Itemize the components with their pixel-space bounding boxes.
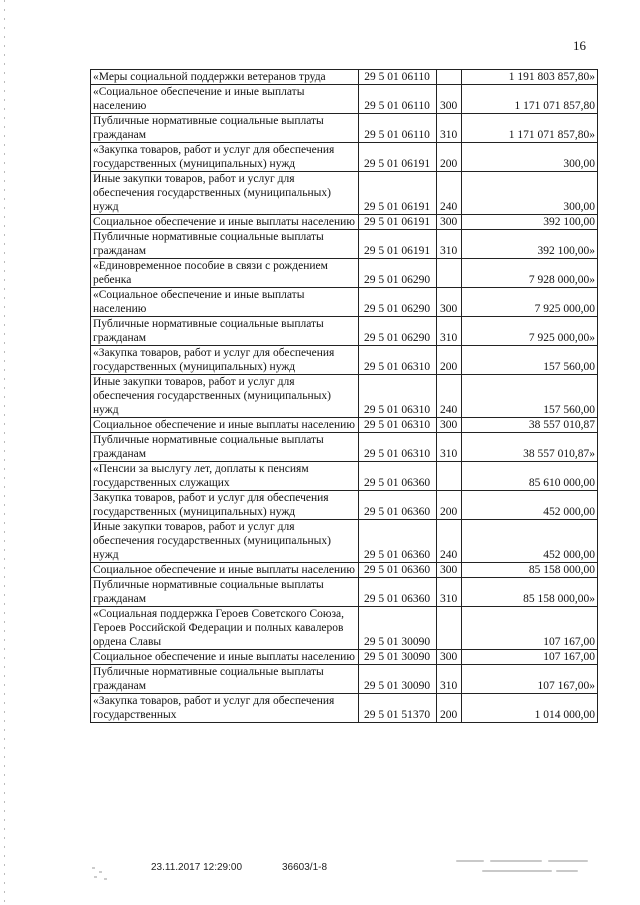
row-code-cell: 29 5 01 06191 <box>358 215 436 230</box>
row-code-cell: 29 5 01 06360 <box>358 563 436 578</box>
row-vr-cell: 240 <box>436 520 461 563</box>
row-code-cell: 29 5 01 06360 <box>358 520 436 563</box>
row-name-cell: Закупка товаров, работ и услуг для обеспечения государственных (муниципальных) нужд <box>91 491 359 520</box>
row-code-cell: 29 5 01 51370 <box>358 694 436 723</box>
row-vr-cell: 300 <box>436 650 461 665</box>
row-name-cell: Публичные нормативные социальные выплаты гражданам <box>91 578 359 607</box>
row-vr-cell: 240 <box>436 172 461 215</box>
table-row <box>91 346 598 375</box>
row-code-cell: 29 5 01 06310 <box>358 375 436 418</box>
table-row <box>91 563 598 578</box>
row-vr-cell: 300 <box>436 418 461 433</box>
budget-table <box>90 69 598 723</box>
faded-stamp <box>452 856 602 882</box>
table-row <box>91 665 598 694</box>
row-vr-cell: 200 <box>436 694 461 723</box>
table-row <box>91 114 598 143</box>
row-name-cell: Публичные нормативные социальные выплаты гражданам <box>91 665 359 694</box>
row-sum-cell: 38 557 010,87 <box>461 418 597 433</box>
row-sum-cell: 452 000,00 <box>461 491 597 520</box>
row-vr-cell <box>436 259 461 288</box>
row-vr-cell: 200 <box>436 491 461 520</box>
table-row <box>91 418 598 433</box>
row-code-cell: 29 5 01 06310 <box>358 346 436 375</box>
row-vr-cell: 200 <box>436 143 461 172</box>
row-code-cell: 29 5 01 06360 <box>358 491 436 520</box>
row-code-cell: 29 5 01 30090 <box>358 650 436 665</box>
row-name-cell: «Единовременное пособие в связи с рождением ребенка <box>91 259 359 288</box>
row-sum-cell: 392 100,00 <box>461 215 597 230</box>
row-code-cell: 29 5 01 06290 <box>358 288 436 317</box>
table-row <box>91 230 598 259</box>
row-name-cell: Публичные нормативные социальные выплаты гражданам <box>91 433 359 462</box>
row-name-cell: Публичные нормативные социальные выплаты гражданам <box>91 317 359 346</box>
row-sum-cell: 1 171 071 857,80 <box>461 85 597 114</box>
row-sum-cell: 85 158 000,00 <box>461 563 597 578</box>
row-code-cell: 29 5 01 06191 <box>358 230 436 259</box>
row-sum-cell: 1 171 071 857,80» <box>461 114 597 143</box>
row-name-cell: Публичные нормативные социальные выплаты гражданам <box>91 114 359 143</box>
row-name-cell: «Закупка товаров, работ и услуг для обеспечения государственных (муниципальных) нужд <box>91 143 359 172</box>
row-code-cell: 29 5 01 06110 <box>358 70 436 85</box>
table-row <box>91 694 598 723</box>
row-name-cell: Публичные нормативные социальные выплаты гражданам <box>91 230 359 259</box>
row-code-cell: 29 5 01 30090 <box>358 607 436 650</box>
row-sum-cell: 107 167,00 <box>461 650 597 665</box>
row-name-cell: Иные закупки товаров, работ и услуг для обеспечения государственных (муниципальных) нужд <box>91 375 359 418</box>
row-name-cell: Социальное обеспечение и иные выплаты населению <box>91 563 359 578</box>
row-name-cell: «Социальное обеспечение и иные выплаты населению <box>91 85 359 114</box>
row-sum-cell: 7 925 000,00» <box>461 317 597 346</box>
row-name-cell: Социальное обеспечение и иные выплаты населению <box>91 650 359 665</box>
row-sum-cell: 107 167,00 <box>461 607 597 650</box>
row-code-cell: 29 5 01 06290 <box>358 259 436 288</box>
footer-doc-number: 36603/1-8 <box>282 862 328 873</box>
row-vr-cell: 300 <box>436 215 461 230</box>
row-vr-cell <box>436 462 461 491</box>
row-sum-cell: 300,00 <box>461 143 597 172</box>
page-number: 16 <box>573 38 586 53</box>
row-vr-cell: 310 <box>436 317 461 346</box>
row-sum-cell: 1 014 000,00 <box>461 694 597 723</box>
row-code-cell: 29 5 01 06290 <box>358 317 436 346</box>
table-row <box>91 491 598 520</box>
row-code-cell: 29 5 01 06110 <box>358 85 436 114</box>
footer-datetime: 23.11.2017 12:29:00 <box>151 862 243 873</box>
table-row <box>91 317 598 346</box>
table-row <box>91 462 598 491</box>
row-name-cell: «Социальное обеспечение и иные выплаты населению <box>91 288 359 317</box>
row-code-cell: 29 5 01 06360 <box>358 578 436 607</box>
row-vr-cell <box>436 70 461 85</box>
row-sum-cell: 300,00 <box>461 172 597 215</box>
budget-table-body <box>91 70 598 723</box>
row-sum-cell: 452 000,00 <box>461 520 597 563</box>
row-sum-cell: 1 191 803 857,80» <box>461 70 597 85</box>
row-name-cell: Социальное обеспечение и иные выплаты населению <box>91 418 359 433</box>
table-row <box>91 259 598 288</box>
row-code-cell: 29 5 01 06310 <box>358 433 436 462</box>
row-vr-cell: 300 <box>436 288 461 317</box>
table-row <box>91 288 598 317</box>
row-vr-cell: 310 <box>436 665 461 694</box>
row-vr-cell: 310 <box>436 578 461 607</box>
table-row <box>91 607 598 650</box>
row-name-cell: «Пенсии за выслугу лет, доплаты к пенсиям государственных служащих <box>91 462 359 491</box>
table-row <box>91 70 598 85</box>
row-code-cell: 29 5 01 06191 <box>358 172 436 215</box>
row-name-cell: «Закупка товаров, работ и услуг для обеспечения государственных <box>91 694 359 723</box>
row-code-cell: 29 5 01 06360 <box>358 462 436 491</box>
row-vr-cell: 200 <box>436 346 461 375</box>
row-vr-cell: 300 <box>436 563 461 578</box>
table-row <box>91 172 598 215</box>
row-vr-cell: 310 <box>436 433 461 462</box>
row-name-cell: Иные закупки товаров, работ и услуг для обеспечения государственных (муниципальных) нужд <box>91 172 359 215</box>
table-row <box>91 143 598 172</box>
table-row <box>91 215 598 230</box>
row-sum-cell: 7 925 000,00 <box>461 288 597 317</box>
row-vr-cell: 310 <box>436 230 461 259</box>
row-code-cell: 29 5 01 06191 <box>358 143 436 172</box>
row-vr-cell: 240 <box>436 375 461 418</box>
row-name-cell: «Меры социальной поддержки ветеранов труда <box>91 70 359 85</box>
row-sum-cell: 157 560,00 <box>461 346 597 375</box>
row-code-cell: 29 5 01 06310 <box>358 418 436 433</box>
table-row <box>91 375 598 418</box>
row-name-cell: Социальное обеспечение и иные выплаты населению <box>91 215 359 230</box>
row-name-cell: «Социальная поддержка Героев Советского Союза, Героев Российской Федерации и полных кавалеров ордена Славы <box>91 607 359 650</box>
row-sum-cell: 107 167,00» <box>461 665 597 694</box>
row-sum-cell: 85 610 000,00 <box>461 462 597 491</box>
row-sum-cell: 85 158 000,00» <box>461 578 597 607</box>
scan-corner-mark <box>90 866 110 882</box>
scan-margin-mark <box>4 0 5 905</box>
row-code-cell: 29 5 01 30090 <box>358 665 436 694</box>
row-vr-cell <box>436 607 461 650</box>
row-sum-cell: 7 928 000,00» <box>461 259 597 288</box>
row-sum-cell: 38 557 010,87» <box>461 433 597 462</box>
row-vr-cell: 310 <box>436 114 461 143</box>
row-name-cell: Иные закупки товаров, работ и услуг для обеспечения государственных (муниципальных) нужд <box>91 520 359 563</box>
table-row <box>91 520 598 563</box>
table-row <box>91 650 598 665</box>
table-row <box>91 85 598 114</box>
row-sum-cell: 392 100,00» <box>461 230 597 259</box>
row-code-cell: 29 5 01 06110 <box>358 114 436 143</box>
row-sum-cell: 157 560,00 <box>461 375 597 418</box>
table-row <box>91 578 598 607</box>
row-name-cell: «Закупка товаров, работ и услуг для обеспечения государственных (муниципальных) нужд <box>91 346 359 375</box>
table-row <box>91 433 598 462</box>
row-vr-cell: 300 <box>436 85 461 114</box>
